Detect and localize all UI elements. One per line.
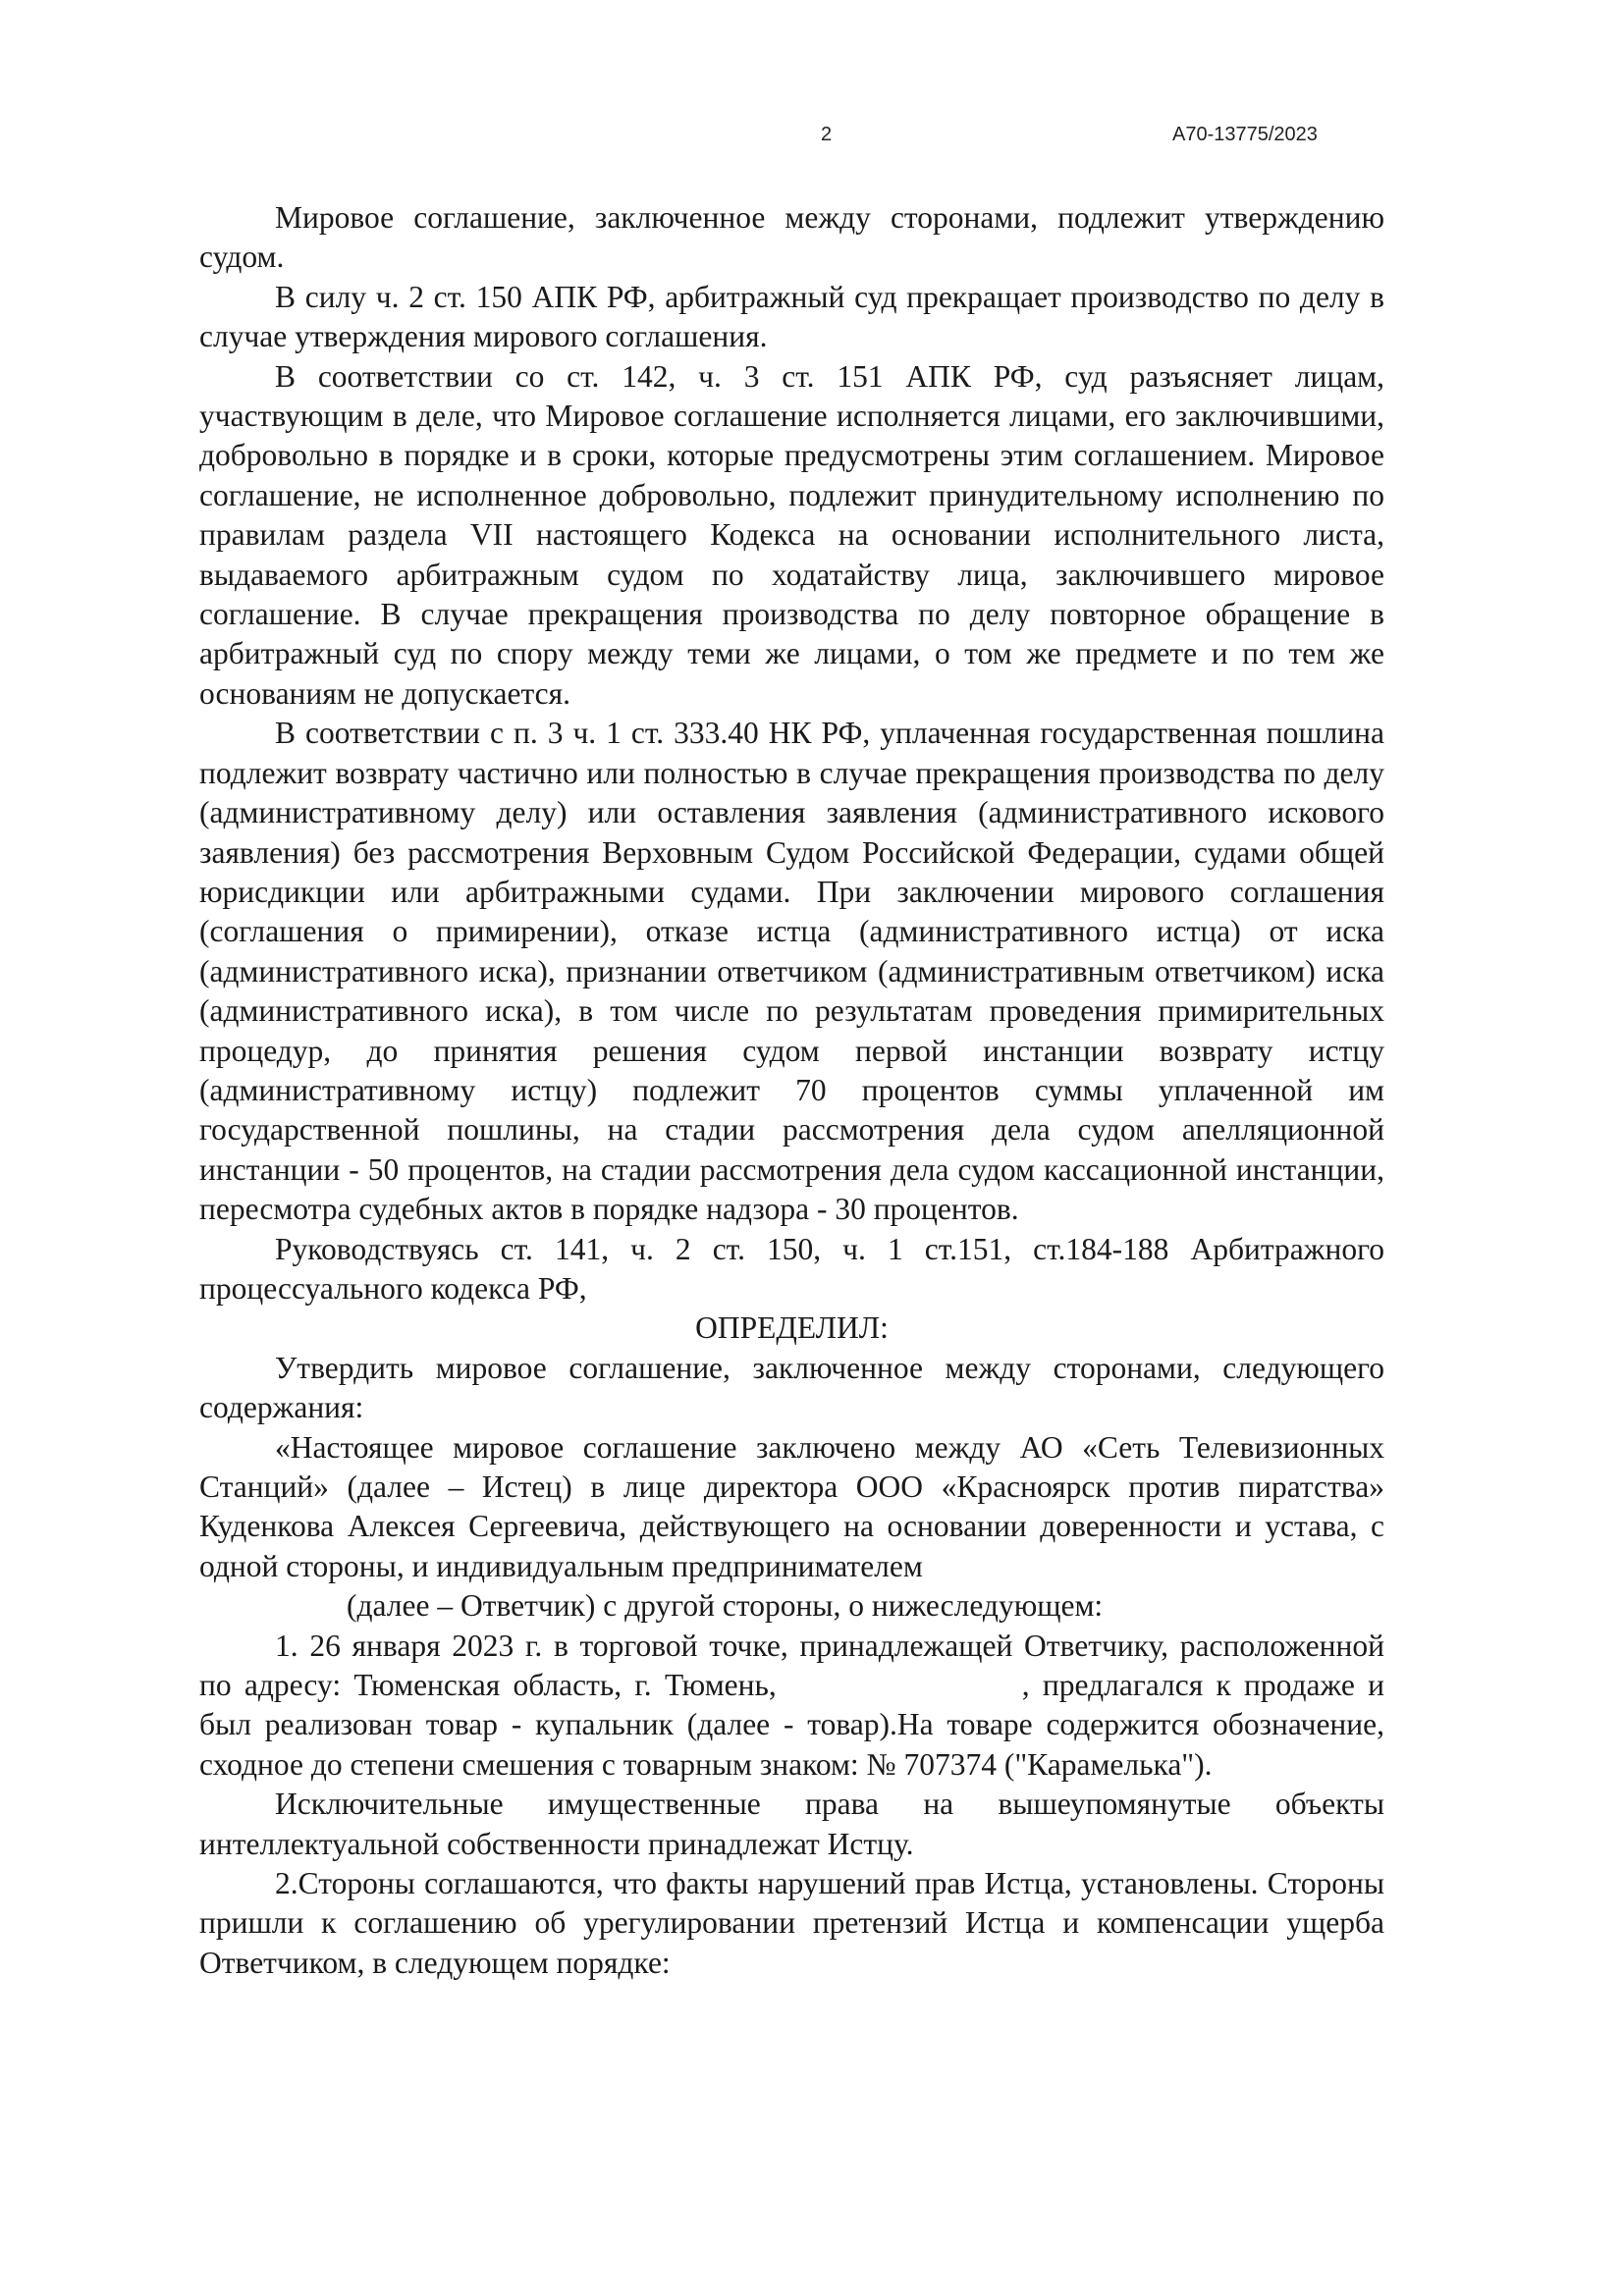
paragraph-explanation: В соответствии со ст. 142, ч. 3 ст. 151 АПК РФ, суд разъясняет лицам, участвующим в деле, что Мировое соглашение исполняется лицами, его заключившими, добровольно в порядке и в сроки, которые предусмотрены этим соглашением. Мировое соглашение, не исполненное добровольно, подлежит принудительному исполнению по правилам раздела VII настоящего Кодекса на основании исполнительного листа, выдаваемого арбитражным судом по ходатайству лица, заключившего мировое соглашение. В случае прекращения производства по делу повторное обращение в арбитражный суд по спору между теми же лицами, о том же предмете и по тем же основаниям не допускается. xyxy=(199,358,1384,711)
violation-text: 1. 26 января 2023 г. в торговой точке, принадлежащей Ответчику, расположенной по адресу: Тюменская область, г. Тюмень, xyxy=(199,1628,1384,1703)
paragraph-exclusive-rights: Исключительные имущественные права на вышеупомянутые объекты интеллектуальной собственности принадлежат Истцу. xyxy=(199,1787,1384,1861)
case-number: А70-13775/2023 xyxy=(1172,124,1318,145)
paragraph-parties xyxy=(199,1428,1384,1627)
parties-text-continued: (далее – Ответчик) с другой стороны, о нижеследующем: xyxy=(347,1588,1104,1624)
document-body xyxy=(199,198,1384,1983)
parties-text: «Настоящее мировое соглашение заключено между АО «Сеть Телевизионных Станций» (далее – Истец) в лице директора ООО «Красноярск против пиратства» Куденкова Алексея Сергеевича, действующего на основании доверенности и устава, с одной стороны, и индивидуальным предпринимателем xyxy=(199,1429,1384,1583)
paragraph-violation xyxy=(199,1627,1384,1786)
paragraph-state-duty: В соответствии с п. 3 ч. 1 ст. 333.40 НК РФ, уплаченная государственная пошлина подлежит возврату частично или полностью в случае прекращения производства по делу (административному делу) или оставления заявления (административного искового заявления) без рассмотрения Верховным Судом Российской Федерации, судами общей юрисдикции или арбитражными судами. При заключении мирового соглашения (соглашения о примирении), отказе истца (административного истца) от иска (административного иска), признании ответчиком (административным ответчиком) иска (административного иска), в том числе по результатам проведения примирительных процедур, до принятия решения судом первой инстанции возврату истцу (административному истцу) подлежит 70 процентов суммы уплаченной им государственной пошлины, на стадии рассмотрения дела судом апелляционной инстанции - 50 процентов, на стадии рассмотрения дела судом кассационной инстанции, пересмотра судебных актов в порядке надзора - 30 процентов. xyxy=(199,716,1384,1227)
paragraph-agreement-terms: 2.Стороны соглашаются, что факты нарушений прав Истца, установлены. Стороны пришли к соглашению об урегулировании претензий Истца и компенсации ущерба Ответчиком, в следующем порядке: xyxy=(199,1866,1384,1980)
page-number: 2 xyxy=(821,124,833,145)
page-header xyxy=(0,118,1623,157)
paragraph-approval: Мировое соглашение, заключенное между сторонами, подлежит утверждению судом. xyxy=(199,200,1384,275)
paragraph-approve-settlement: Утвердить мировое соглашение, заключенное между сторонами, следующего содержания: xyxy=(199,1350,1384,1425)
paragraph-guided-by: Руководствуясь ст. 141, ч. 2 ст. 150, ч. 1 ст.151, ст.184-188 Арбитражного процессуального кодекса РФ, xyxy=(199,1231,1384,1306)
paragraph-termination: В силу ч. 2 ст. 150 АПК РФ, арбитражный суд прекращает производство по делу в случае утверждения мирового соглашения. xyxy=(199,279,1384,354)
violation-text-continued: , предлагался к продаже и был реализован товар - купальник (далее - товар).На товаре содержится обозначение, сходное до степени смешения с товарным знаком: № 707374 ("Карамелька"). xyxy=(199,1668,1384,1782)
ruling-heading: ОПРЕДЕЛИЛ: xyxy=(695,1310,889,1346)
